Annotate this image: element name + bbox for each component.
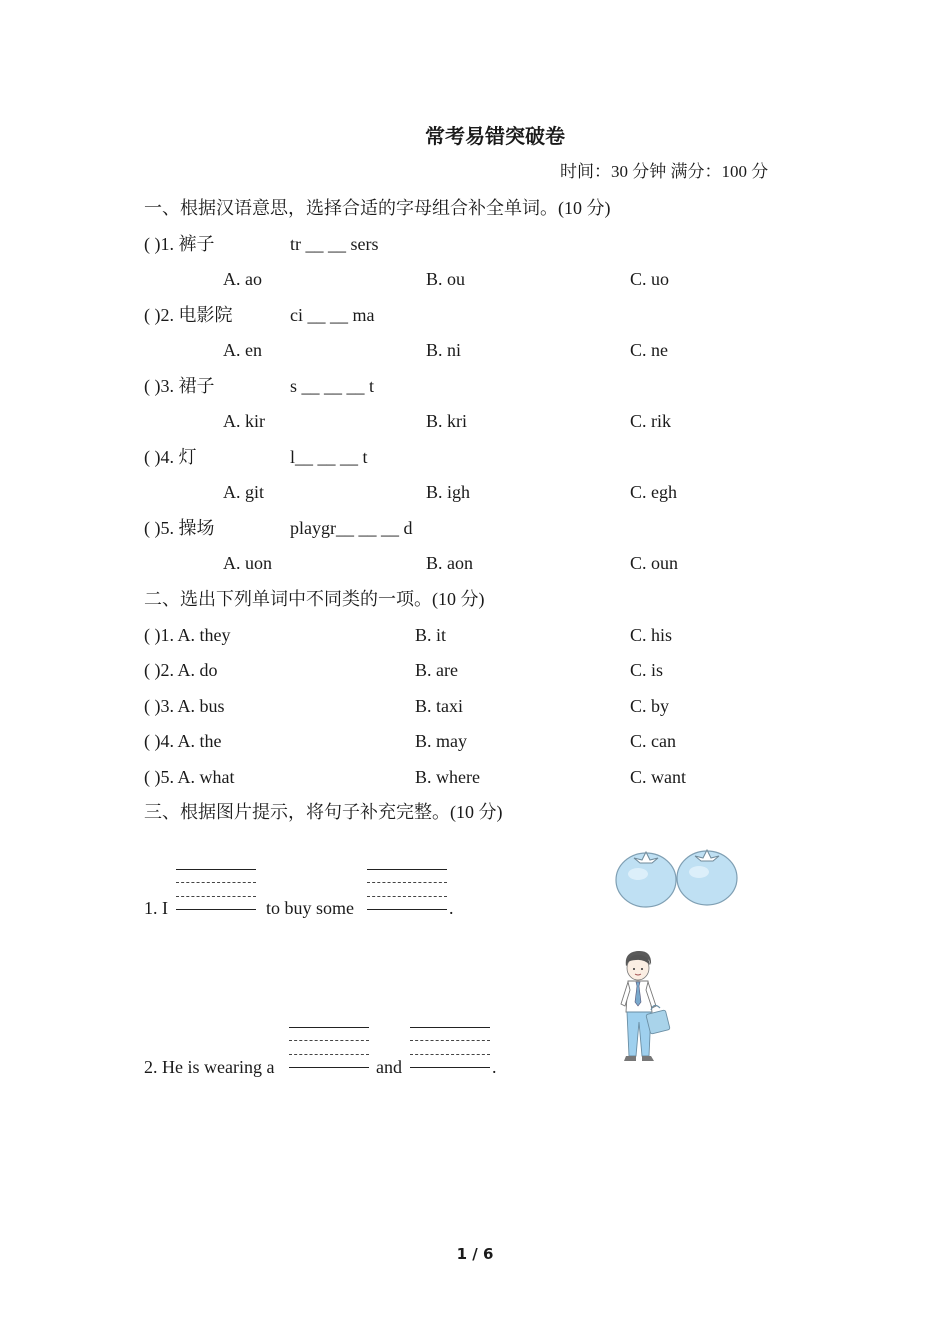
word-to-complete: s __ __ __ t — [290, 376, 375, 396]
word-to-complete: tr __ __ sers — [290, 234, 379, 254]
option-b: B. igh — [426, 482, 471, 502]
option-b: B. ou — [426, 269, 466, 289]
option-b: B. it — [415, 625, 447, 645]
question-number: ( )2. 电影院 — [144, 305, 233, 325]
sentence-end: . — [449, 898, 454, 918]
writing-blank[interactable] — [176, 869, 256, 913]
sentence-middle: to buy some — [266, 898, 354, 918]
question-option-a: ( )1. A. they — [144, 625, 231, 645]
option-c: C. egh — [630, 482, 677, 502]
option-b: B. kri — [426, 411, 468, 431]
sentence-start: 2. He is wearing a — [144, 1057, 275, 1077]
writing-blank[interactable] — [367, 869, 447, 913]
word-to-complete: ci __ __ ma — [290, 305, 375, 325]
option-b: B. aon — [426, 553, 473, 573]
exam-meta: 时间：30 分钟 满分：100 分 — [560, 162, 769, 181]
option-b: B. are — [415, 660, 458, 680]
question-option-a: ( )3. A. bus — [144, 696, 225, 716]
question-number: ( )5. 操场 — [144, 518, 215, 538]
option-a: A. git — [223, 482, 265, 502]
page-number: 1 / 6 — [456, 1245, 494, 1263]
option-a: A. kir — [223, 411, 265, 431]
question-option-a: ( )4. A. the — [144, 731, 222, 751]
option-a: A. uon — [223, 553, 272, 573]
option-c: C. want — [630, 767, 686, 787]
option-c: C. his — [630, 625, 673, 645]
option-c: C. uo — [630, 269, 670, 289]
option-c: C. is — [630, 660, 664, 680]
option-c: C. by — [630, 696, 670, 716]
question-number: ( )3. 裙子 — [144, 376, 215, 396]
sentence-start: 1. I — [144, 898, 168, 918]
sentence-middle: and — [376, 1057, 402, 1077]
option-b: B. taxi — [415, 696, 463, 716]
section1-heading: 一、根据汉语意思，选择合适的字母组合补全单词。(10 分) — [144, 198, 611, 218]
option-b: B. ni — [426, 340, 462, 360]
sentence-end: . — [492, 1057, 497, 1077]
boy-image — [614, 948, 674, 1066]
option-c: C. can — [630, 731, 676, 751]
option-a: A. en — [223, 340, 262, 360]
word-to-complete: l__ __ __ t — [290, 447, 368, 467]
option-c: C. rik — [630, 411, 672, 431]
option-c: C. oun — [630, 553, 679, 573]
question-number: ( )4. 灯 — [144, 447, 197, 467]
option-a: A. ao — [223, 269, 262, 289]
writing-blank[interactable] — [289, 1027, 369, 1071]
page-title: 常考易错突破卷 — [425, 124, 565, 148]
question-number: ( )1. 裤子 — [144, 234, 215, 254]
option-c: C. ne — [630, 340, 668, 360]
option-b: B. may — [415, 731, 467, 751]
section2-heading: 二、选出下列单词中不同类的一项。(10 分) — [144, 589, 485, 609]
section3-heading: 三、根据图片提示，将句子补充完整。(10 分) — [144, 802, 503, 822]
question-option-a: ( )5. A. what — [144, 767, 235, 787]
tomatoes-image — [612, 846, 742, 910]
question-option-a: ( )2. A. do — [144, 660, 218, 680]
word-to-complete: playgr__ __ __ d — [290, 518, 413, 538]
writing-blank[interactable] — [410, 1027, 490, 1071]
option-b: B. where — [415, 767, 480, 787]
